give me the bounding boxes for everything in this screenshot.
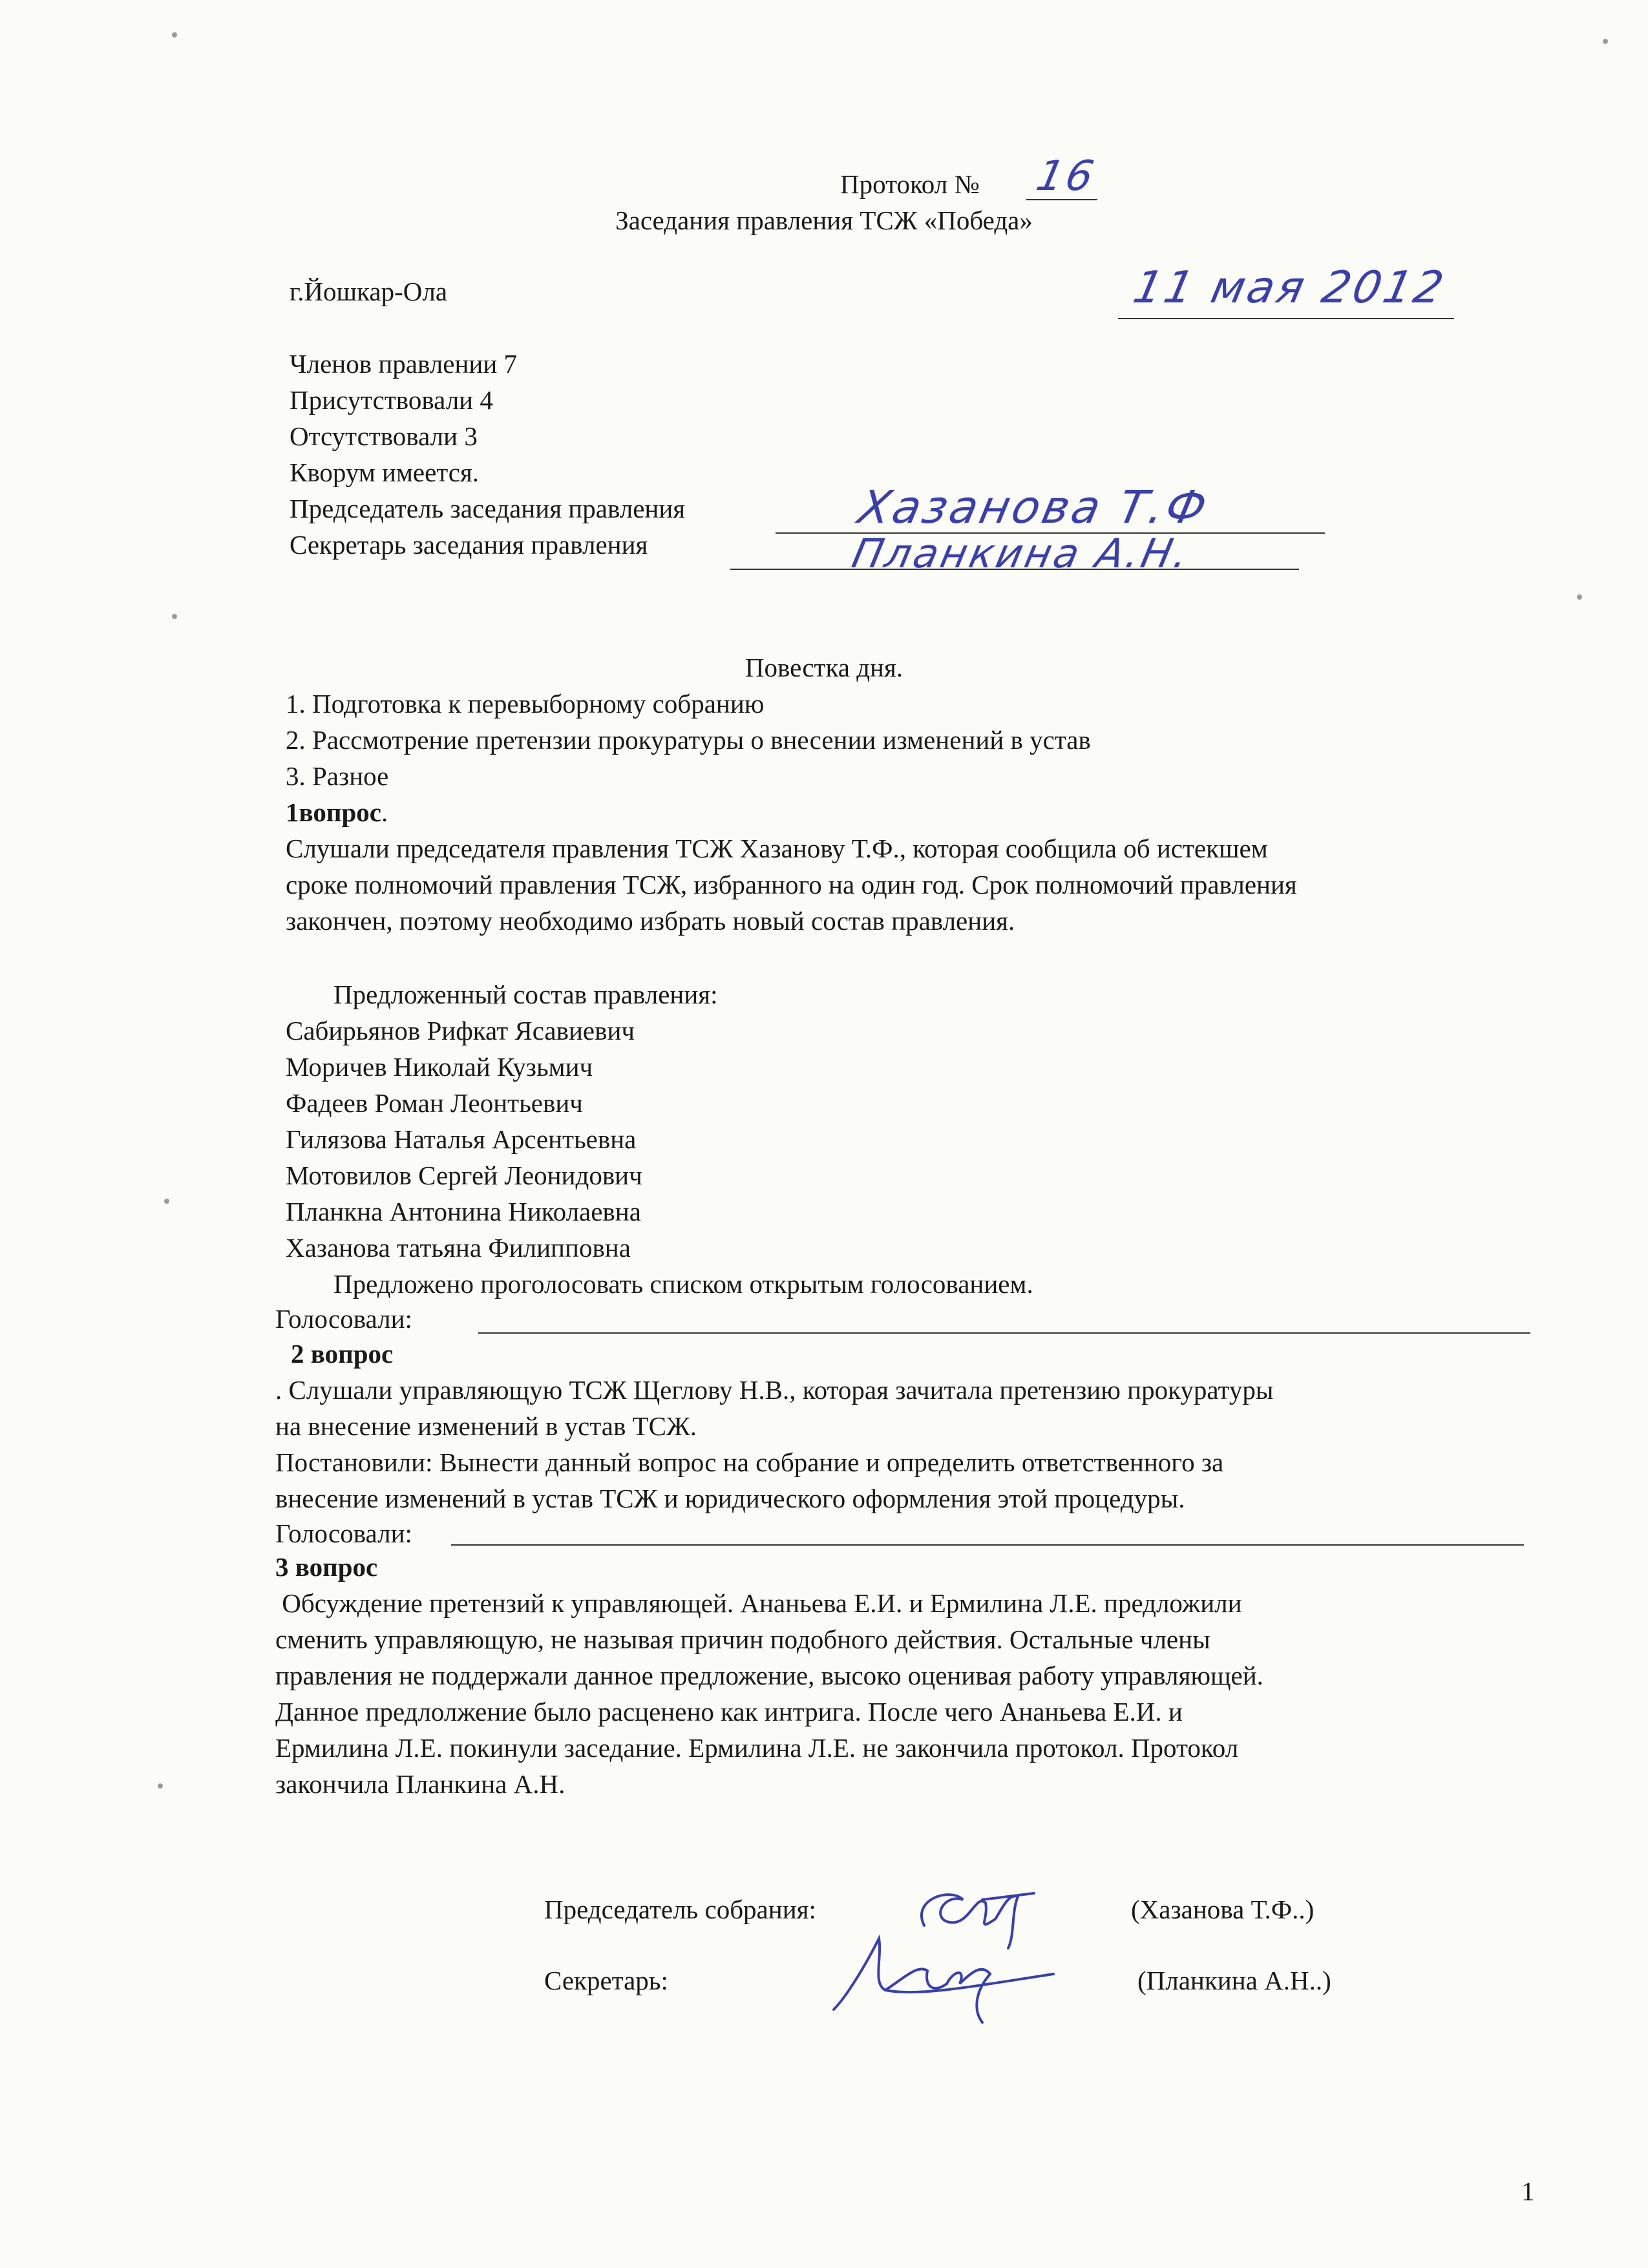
q2-text-line: . Слушали управляющую ТСЖ Щеглову Н.В., которая зачитала претензию прокуратуры (275, 1375, 1274, 1405)
q3-text-line: закончила Планкина А.Н. (275, 1769, 565, 1799)
page-number: 1 (1521, 2176, 1535, 2206)
chair-label: Председатель заседания правления (290, 494, 686, 523)
member-name: Планкна Антонина Николаевна (286, 1197, 641, 1226)
quorum: Кворум имеется. (290, 457, 480, 487)
q3-text-line: Ермилина Л.Е. покинули заседание. Ермилина Л.Е. не закончила протокол. Протокол (275, 1733, 1239, 1763)
absent-count: Отсутствовали 3 (290, 421, 478, 451)
q3-text-line: Обсуждение претензий к управляющей. Ананьева Е.И. и Ермилина Л.Е. предложили (275, 1588, 1242, 1618)
chair-name-handwritten: Хазанова Т.Ф (854, 481, 1214, 534)
protocol-number-line (1026, 199, 1097, 200)
secretary-signature-name: (Планкина А.Н..) (1137, 1966, 1331, 1995)
q1-heading: 1вопрос (286, 797, 381, 827)
proposed-title: Предложенный состав правления: (333, 980, 718, 1009)
agenda-title: Повестка дня. (745, 653, 903, 682)
q2-voted-label: Голосовали: (275, 1518, 412, 1548)
member-name: Моричев Николай Кузьмич (286, 1052, 593, 1082)
protocol-label: Протокол № (840, 169, 980, 199)
q2-text-line: внесение изменений в устав ТСЖ и юридического оформления этой процедуры. (275, 1484, 1185, 1513)
agenda-item: 1. Подготовка к перевыборному собранию (286, 689, 765, 719)
q1-voted-line (478, 1332, 1530, 1334)
member-name: Хазанова татьяна Филипповна (286, 1233, 631, 1263)
secretary-signature (821, 1913, 1066, 2029)
protocol-subtitle: Заседания правления ТСЖ «Победа» (615, 205, 1033, 235)
q2-heading: 2 вопрос (291, 1339, 394, 1369)
q1-heading-period: . (381, 797, 388, 827)
present-count: Присутствовали 4 (290, 385, 493, 415)
q2-text-line: на внесение изменений в устав ТСЖ. (275, 1411, 697, 1441)
scan-dot (1603, 39, 1608, 44)
chair-signature-name: (Хазанова Т.Ф..) (1131, 1895, 1315, 1924)
q3-heading: 3 вопрос (275, 1552, 378, 1582)
member-name: Сабирьянов Рифкат Ясавиевич (286, 1016, 635, 1045)
members-count: Членов правлении 7 (290, 349, 518, 379)
chair-signature-label: Председатель собрания: (544, 1895, 816, 1924)
secretary-label: Секретарь заседания правления (290, 530, 648, 560)
secretary-name-handwritten: Планкина А.Н. (848, 530, 1195, 577)
city: г.Йошкар-Ола (290, 277, 448, 306)
scan-dot (164, 1199, 169, 1204)
q2-text-line: Постановили: Вынести данный вопрос на собрание и определить ответственного за (275, 1447, 1224, 1477)
q3-text-line: сменить управляющую, не называя причин подобного действия. Остальные члены (275, 1624, 1210, 1654)
q1-text-line: Слушали председателя правления ТСЖ Хазанову Т.Ф., которая сообщила об истекшем (286, 834, 1268, 863)
member-name: Гилязова Наталья Арсентьевна (286, 1124, 637, 1154)
meeting-date: 11 мая 2012 (1128, 262, 1451, 313)
q2-voted-underline (451, 1544, 1524, 1546)
member-name: Мотовилов Сергей Леонидович (286, 1160, 642, 1190)
agenda-item: 3. Разное (286, 761, 389, 791)
q1-proposal: Предложено проголосовать списком открытым голосованием. (333, 1269, 1033, 1299)
q1-text-line: закончен, поэтому необходимо избрать новый состав правления. (286, 906, 1015, 936)
agenda-item: 2. Рассмотрение претензии прокуратуры о внесении изменений в устав (286, 725, 1091, 755)
q1-text-line: сроке полномочий правления ТСЖ, избранного на один год. Срок полномочий правления (286, 870, 1297, 899)
scan-dot (1577, 594, 1582, 600)
q3-text-line: Данное предлолжение было расценено как интрига. После чего Ананьева Е.И. и (275, 1697, 1183, 1727)
scan-dot (158, 1783, 163, 1789)
secretary-signature-label: Секретарь: (544, 1966, 668, 1995)
scan-dot (172, 32, 177, 37)
q3-text-line: правления не поддержали данное предложение, высоко оценивая работу управляющей. (275, 1661, 1263, 1690)
protocol-number: 16 (1032, 152, 1101, 200)
q1-heading-line (286, 797, 388, 827)
member-name: Фадеев Роман Леонтьевич (286, 1088, 583, 1118)
q1-voted-label: Голосовали: (275, 1304, 412, 1334)
date-underline (1118, 318, 1454, 319)
scan-dot (172, 614, 177, 619)
